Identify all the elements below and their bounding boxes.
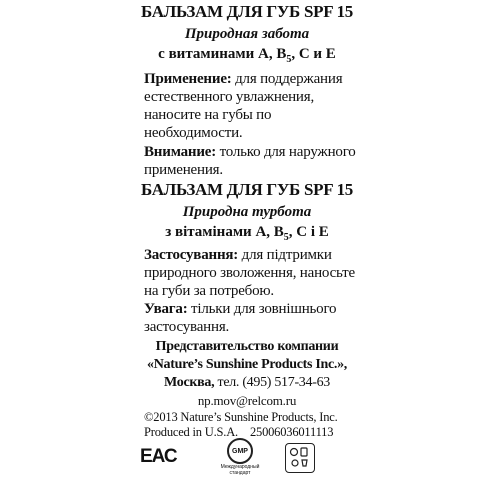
ua-title: БАЛЬЗАМ ДЛЯ ГУБ SPF 15	[140, 180, 353, 199]
gmp-caption: Международный стандарт	[220, 464, 260, 476]
ru-vitamins-suffix: , С и Е	[291, 46, 336, 62]
ua-usage-text: для підтримки природного зволоження, наносьте на губи за потребою.	[144, 247, 355, 299]
ru-subtitle: Природная забота	[184, 26, 310, 42]
ua-vitamins	[132, 223, 362, 247]
product-label	[132, 0, 362, 480]
gmp-badge-icon	[210, 438, 270, 476]
ru-vitamins-prefix: с витаминами А, В	[158, 46, 287, 62]
company-brand-line: «Nature’s Sunshine Products Inc.»,	[147, 357, 347, 372]
company-contact-line	[132, 374, 362, 392]
ru-usage	[144, 70, 364, 142]
ru-title: БАЛЬЗАМ ДЛЯ ГУБ SPF 15	[140, 2, 353, 21]
ua-subtitle: Природна турбота	[182, 204, 312, 220]
copyright-text: ©2013 Nature’s Sunshine Products, Inc.	[144, 410, 338, 424]
barcode-number: 25006036011113	[249, 425, 334, 439]
ua-usage-label: Застосування:	[144, 247, 239, 263]
kit-symbols-icon	[286, 444, 313, 471]
company-name-line: Представительство компании	[155, 339, 339, 354]
ru-warning-label: Внимание:	[144, 144, 217, 160]
certification-icons	[140, 438, 350, 478]
ua-warning	[144, 300, 364, 336]
company-email: np.mov@relcom.ru	[197, 393, 297, 408]
company-city: Москва,	[164, 375, 215, 390]
ua-vitamins-suffix: , С і Е	[288, 224, 329, 240]
produced-label: Produced in U.S.A.	[144, 425, 238, 439]
ru-warning	[144, 143, 364, 179]
ru-usage-text: для поддержания естественного увлажнения, наносите на губы по необходимости.	[144, 71, 343, 141]
gmp-circle: GMP	[227, 438, 253, 464]
ua-warning-text: тільки для зовнішнього застосування.	[144, 301, 337, 335]
eac-mark-icon: ЕАС	[140, 446, 177, 467]
ua-warning-label: Увага:	[144, 301, 188, 317]
ua-vitamins-sub: 5	[283, 232, 289, 243]
ua-vitamins-prefix: з вітамінами А, В	[165, 224, 284, 240]
ua-usage	[144, 246, 364, 300]
ru-vitamins-sub: 5	[286, 54, 292, 65]
ru-usage-label: Применение:	[144, 71, 232, 87]
company-phone: тел. (495) 517-34-63	[214, 375, 330, 390]
lip-balm-kit-icon	[285, 443, 315, 473]
ru-vitamins	[132, 45, 362, 69]
ru-warning-text: только для наружного применения.	[144, 144, 356, 178]
